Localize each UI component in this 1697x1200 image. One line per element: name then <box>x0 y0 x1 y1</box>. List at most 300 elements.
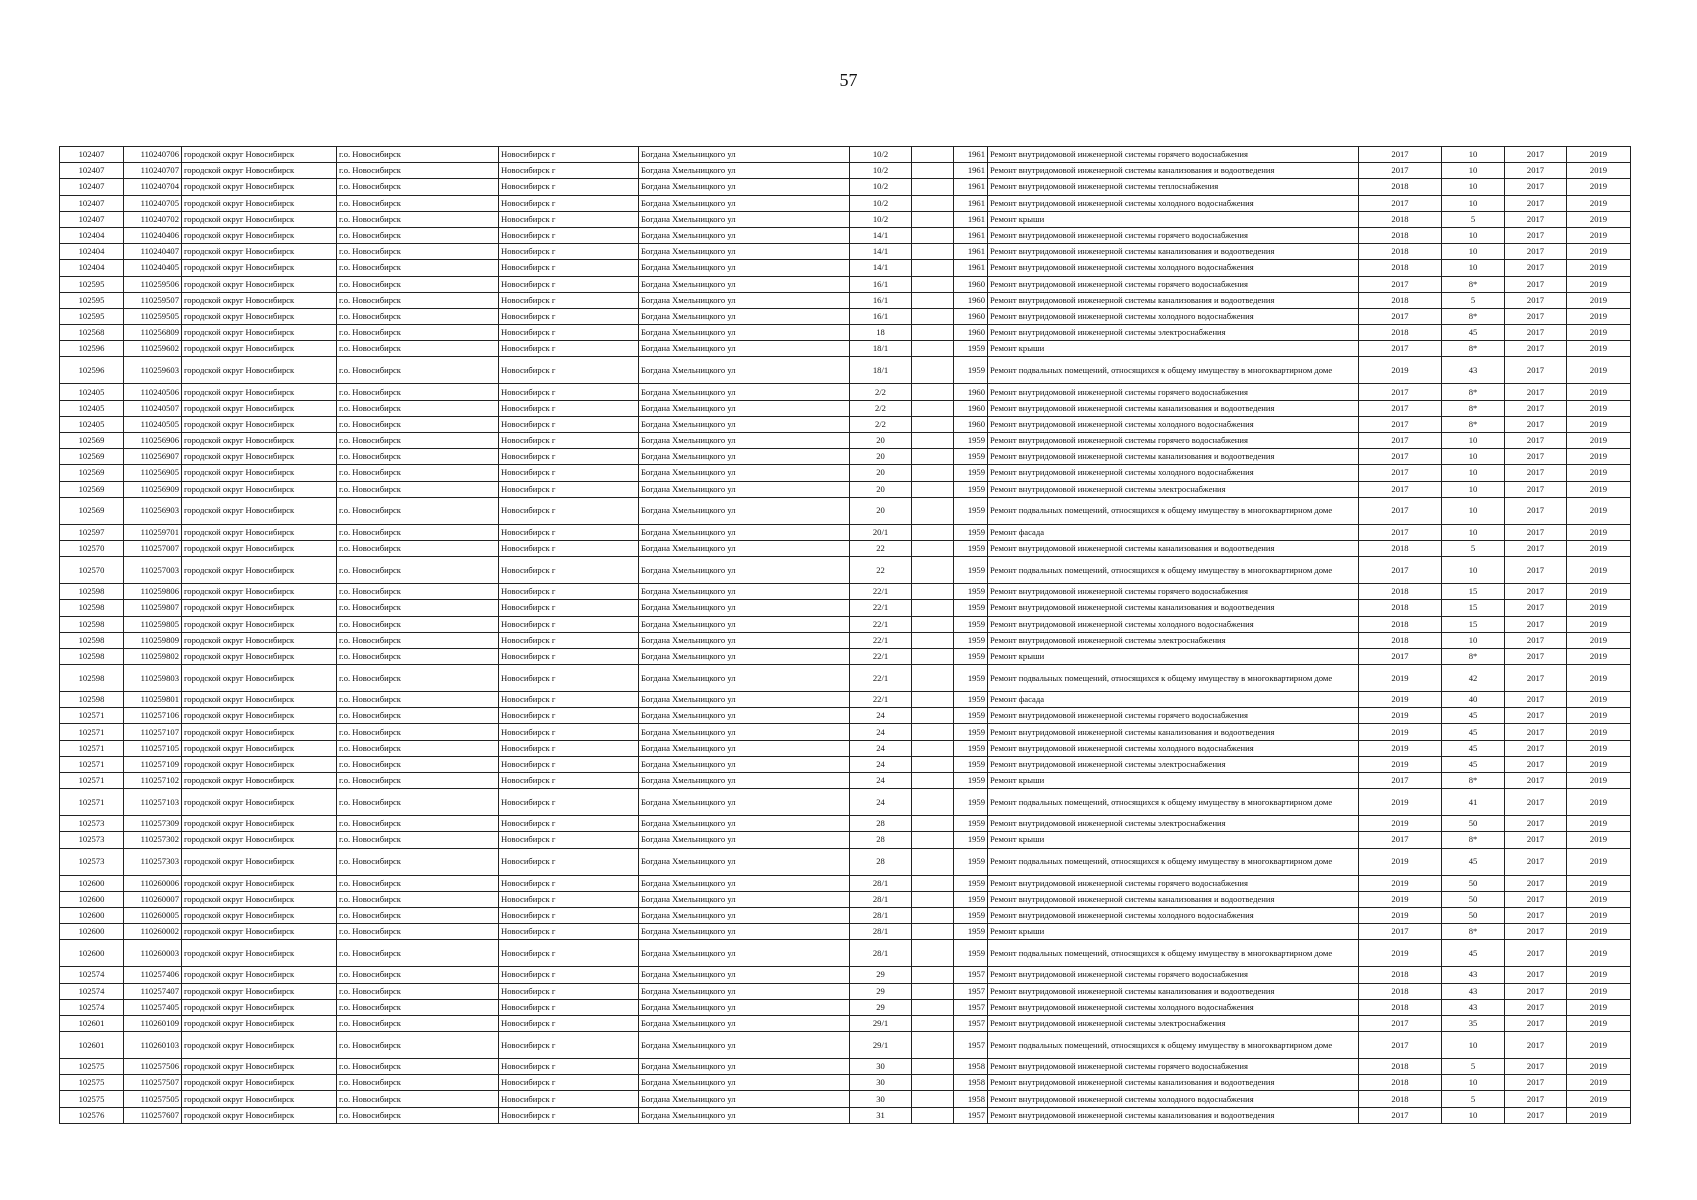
settlement-cell: г.о. Новосибирск <box>337 832 499 848</box>
amount-cell: 10 <box>1442 465 1505 481</box>
table-row <box>60 789 1631 816</box>
house-number-cell: 2/2 <box>850 384 912 400</box>
plan-year-cell: 2018 <box>1359 260 1442 276</box>
amount-cell: 8* <box>1442 308 1505 324</box>
amount-cell: 8* <box>1442 648 1505 664</box>
period-start-cell: 2017 <box>1505 384 1567 400</box>
table-row <box>60 147 1631 163</box>
amount-cell: 10 <box>1442 244 1505 260</box>
period-start-cell: 2017 <box>1505 816 1567 832</box>
amount-cell: 10 <box>1442 433 1505 449</box>
period-end-cell: 2019 <box>1567 789 1631 816</box>
plan-year-cell: 2019 <box>1359 891 1442 907</box>
amount-cell: 45 <box>1442 940 1505 967</box>
street-cell: Богдана Хмельницкого ул <box>639 600 850 616</box>
table-row <box>60 276 1631 292</box>
plan-year-cell: 2017 <box>1359 557 1442 584</box>
house-number-cell: 10/2 <box>850 147 912 163</box>
city-cell: Новосибирск г <box>499 433 639 449</box>
city-cell: Новосибирск г <box>499 400 639 416</box>
street-cell: Богдана Хмельницкого ул <box>639 816 850 832</box>
house-number-cell: 16/1 <box>850 276 912 292</box>
extra-cell <box>912 357 954 384</box>
build-year-cell: 1959 <box>954 557 988 584</box>
house-id: 102570 <box>60 540 124 556</box>
period-start-cell: 2017 <box>1505 708 1567 724</box>
period-start-cell: 2017 <box>1505 163 1567 179</box>
period-end-cell: 2019 <box>1567 557 1631 584</box>
municipality-cell: городской округ Новосибирск <box>182 907 337 923</box>
municipality-cell: городской округ Новосибирск <box>182 292 337 308</box>
extra-cell <box>912 940 954 967</box>
element-id: 110257607 <box>124 1107 182 1123</box>
table-row <box>60 816 1631 832</box>
house-number-cell: 22/1 <box>850 648 912 664</box>
element-id: 110240406 <box>124 227 182 243</box>
plan-year-cell: 2019 <box>1359 665 1442 692</box>
house-id: 102598 <box>60 692 124 708</box>
house-id: 102569 <box>60 449 124 465</box>
house-id: 102571 <box>60 740 124 756</box>
municipality-cell: городской округ Новосибирск <box>182 260 337 276</box>
period-end-cell: 2019 <box>1567 773 1631 789</box>
work-type-cell: Ремонт внутридомовой инженерной системы канализования и водоотведения <box>988 292 1359 308</box>
element-id: 110257406 <box>124 967 182 983</box>
period-start-cell: 2017 <box>1505 924 1567 940</box>
build-year-cell: 1961 <box>954 179 988 195</box>
build-year-cell: 1959 <box>954 449 988 465</box>
plan-year-cell: 2017 <box>1359 416 1442 432</box>
period-end-cell: 2019 <box>1567 163 1631 179</box>
work-type-cell: Ремонт подвальных помещений, относящихся к общему имуществу в многоквартирном доме <box>988 848 1359 875</box>
period-end-cell: 2019 <box>1567 260 1631 276</box>
amount-cell: 10 <box>1442 524 1505 540</box>
house-id: 102598 <box>60 584 124 600</box>
house-number-cell: 2/2 <box>850 416 912 432</box>
amount-cell: 10 <box>1442 557 1505 584</box>
table-row <box>60 832 1631 848</box>
extra-cell <box>912 875 954 891</box>
city-cell: Новосибирск г <box>499 708 639 724</box>
element-id: 110259803 <box>124 665 182 692</box>
settlement-cell: г.о. Новосибирск <box>337 891 499 907</box>
build-year-cell: 1959 <box>954 891 988 907</box>
period-start-cell: 2017 <box>1505 292 1567 308</box>
street-cell: Богдана Хмельницкого ул <box>639 497 850 524</box>
work-type-cell: Ремонт внутридомовой инженерной системы электроснабжения <box>988 325 1359 341</box>
work-type-cell: Ремонт крыши <box>988 924 1359 940</box>
period-end-cell: 2019 <box>1567 1059 1631 1075</box>
house-id: 102600 <box>60 907 124 923</box>
city-cell: Новосибирск г <box>499 384 639 400</box>
plan-year-cell: 2018 <box>1359 179 1442 195</box>
plan-year-cell: 2017 <box>1359 1032 1442 1059</box>
house-number-cell: 10/2 <box>850 211 912 227</box>
table-row <box>60 416 1631 432</box>
city-cell: Новосибирск г <box>499 227 639 243</box>
municipality-cell: городской округ Новосибирск <box>182 163 337 179</box>
plan-year-cell: 2018 <box>1359 227 1442 243</box>
period-start-cell: 2017 <box>1505 724 1567 740</box>
build-year-cell: 1961 <box>954 211 988 227</box>
house-id: 102601 <box>60 1032 124 1059</box>
house-id: 102595 <box>60 276 124 292</box>
house-number-cell: 10/2 <box>850 195 912 211</box>
extra-cell <box>912 211 954 227</box>
build-year-cell: 1959 <box>954 724 988 740</box>
element-id: 110240705 <box>124 195 182 211</box>
plan-year-cell: 2019 <box>1359 357 1442 384</box>
amount-cell: 10 <box>1442 1032 1505 1059</box>
street-cell: Богдана Хмельницкого ул <box>639 616 850 632</box>
element-id: 110259602 <box>124 341 182 357</box>
house-id: 102571 <box>60 724 124 740</box>
period-start-cell: 2017 <box>1505 211 1567 227</box>
settlement-cell: г.о. Новосибирск <box>337 1107 499 1123</box>
street-cell: Богдана Хмельницкого ул <box>639 481 850 497</box>
period-end-cell: 2019 <box>1567 211 1631 227</box>
house-id: 102598 <box>60 665 124 692</box>
house-number-cell: 18/1 <box>850 357 912 384</box>
settlement-cell: г.о. Новосибирск <box>337 1091 499 1107</box>
period-start-cell: 2017 <box>1505 1032 1567 1059</box>
period-start-cell: 2017 <box>1505 524 1567 540</box>
city-cell: Новосибирск г <box>499 1059 639 1075</box>
amount-cell: 45 <box>1442 740 1505 756</box>
municipality-cell: городской округ Новосибирск <box>182 832 337 848</box>
work-type-cell: Ремонт внутридомовой инженерной системы канализования и водоотведения <box>988 540 1359 556</box>
element-id: 110240505 <box>124 416 182 432</box>
plan-year-cell: 2017 <box>1359 924 1442 940</box>
build-year-cell: 1961 <box>954 227 988 243</box>
house-id: 102569 <box>60 465 124 481</box>
settlement-cell: г.о. Новосибирск <box>337 325 499 341</box>
extra-cell <box>912 1107 954 1123</box>
work-type-cell: Ремонт внутридомовой инженерной системы канализования и водоотведения <box>988 400 1359 416</box>
house-id: 102569 <box>60 433 124 449</box>
settlement-cell: г.о. Новосибирск <box>337 384 499 400</box>
settlement-cell: г.о. Новосибирск <box>337 600 499 616</box>
street-cell: Богдана Хмельницкого ул <box>639 692 850 708</box>
city-cell: Новосибирск г <box>499 1075 639 1091</box>
amount-cell: 10 <box>1442 497 1505 524</box>
street-cell: Богдана Хмельницкого ул <box>639 260 850 276</box>
extra-cell <box>912 1091 954 1107</box>
extra-cell <box>912 433 954 449</box>
city-cell: Новосибирск г <box>499 616 639 632</box>
extra-cell <box>912 276 954 292</box>
element-id: 110240506 <box>124 384 182 400</box>
plan-year-cell: 2019 <box>1359 940 1442 967</box>
house-id: 102404 <box>60 227 124 243</box>
settlement-cell: г.о. Новосибирск <box>337 1032 499 1059</box>
house-number-cell: 24 <box>850 708 912 724</box>
period-end-cell: 2019 <box>1567 481 1631 497</box>
house-id: 102571 <box>60 789 124 816</box>
amount-cell: 50 <box>1442 875 1505 891</box>
city-cell: Новосибирск г <box>499 524 639 540</box>
settlement-cell: г.о. Новосибирск <box>337 967 499 983</box>
settlement-cell: г.о. Новосибирск <box>337 616 499 632</box>
settlement-cell: г.о. Новосибирск <box>337 163 499 179</box>
city-cell: Новосибирск г <box>499 481 639 497</box>
municipality-cell: городской округ Новосибирск <box>182 616 337 632</box>
amount-cell: 15 <box>1442 600 1505 616</box>
house-id: 102575 <box>60 1091 124 1107</box>
period-start-cell: 2017 <box>1505 557 1567 584</box>
municipality-cell: городской округ Новосибирск <box>182 1032 337 1059</box>
house-number-cell: 20 <box>850 481 912 497</box>
table-row <box>60 244 1631 260</box>
table-row <box>60 967 1631 983</box>
amount-cell: 10 <box>1442 1107 1505 1123</box>
municipality-cell: городской округ Новосибирск <box>182 999 337 1015</box>
street-cell: Богдана Хмельницкого ул <box>639 924 850 940</box>
municipality-cell: городской округ Новосибирск <box>182 211 337 227</box>
settlement-cell: г.о. Новосибирск <box>337 524 499 540</box>
amount-cell: 10 <box>1442 481 1505 497</box>
settlement-cell: г.о. Новосибирск <box>337 179 499 195</box>
amount-cell: 10 <box>1442 260 1505 276</box>
table-row <box>60 400 1631 416</box>
work-type-cell: Ремонт подвальных помещений, относящихся к общему имуществу в многоквартирном доме <box>988 1032 1359 1059</box>
house-id: 102576 <box>60 1107 124 1123</box>
plan-year-cell: 2019 <box>1359 740 1442 756</box>
extra-cell <box>912 227 954 243</box>
municipality-cell: городской округ Новосибирск <box>182 967 337 983</box>
extra-cell <box>912 195 954 211</box>
settlement-cell: г.о. Новосибирск <box>337 227 499 243</box>
table-row <box>60 465 1631 481</box>
municipality-cell: городской округ Новосибирск <box>182 983 337 999</box>
work-type-cell: Ремонт внутридомовой инженерной системы канализования и водоотведения <box>988 983 1359 999</box>
extra-cell <box>912 325 954 341</box>
street-cell: Богдана Хмельницкого ул <box>639 891 850 907</box>
period-start-cell: 2017 <box>1505 260 1567 276</box>
build-year-cell: 1959 <box>954 692 988 708</box>
settlement-cell: г.о. Новосибирск <box>337 999 499 1015</box>
house-id: 102407 <box>60 195 124 211</box>
city-cell: Новосибирск г <box>499 907 639 923</box>
plan-year-cell: 2017 <box>1359 497 1442 524</box>
settlement-cell: г.о. Новосибирск <box>337 1015 499 1031</box>
table-row <box>60 999 1631 1015</box>
house-number-cell: 29 <box>850 999 912 1015</box>
house-id: 102595 <box>60 308 124 324</box>
municipality-cell: городской округ Новосибирск <box>182 1059 337 1075</box>
house-id: 102404 <box>60 260 124 276</box>
city-cell: Новосибирск г <box>499 211 639 227</box>
house-number-cell: 22/1 <box>850 632 912 648</box>
house-number-cell: 10/2 <box>850 179 912 195</box>
settlement-cell: г.о. Новосибирск <box>337 816 499 832</box>
period-end-cell: 2019 <box>1567 497 1631 524</box>
house-id: 102597 <box>60 524 124 540</box>
work-type-cell: Ремонт внутридомовой инженерной системы холодного водоснабжения <box>988 616 1359 632</box>
period-start-cell: 2017 <box>1505 999 1567 1015</box>
amount-cell: 45 <box>1442 325 1505 341</box>
municipality-cell: городской округ Новосибирск <box>182 692 337 708</box>
street-cell: Богдана Хмельницкого ул <box>639 1032 850 1059</box>
amount-cell: 15 <box>1442 584 1505 600</box>
extra-cell <box>912 665 954 692</box>
city-cell: Новосибирск г <box>499 848 639 875</box>
element-id: 110259603 <box>124 357 182 384</box>
settlement-cell: г.о. Новосибирск <box>337 433 499 449</box>
build-year-cell: 1959 <box>954 433 988 449</box>
house-id: 102575 <box>60 1059 124 1075</box>
extra-cell <box>912 724 954 740</box>
period-end-cell: 2019 <box>1567 708 1631 724</box>
plan-year-cell: 2018 <box>1359 967 1442 983</box>
table-row <box>60 756 1631 772</box>
city-cell: Новосибирск г <box>499 584 639 600</box>
amount-cell: 10 <box>1442 179 1505 195</box>
period-start-cell: 2017 <box>1505 276 1567 292</box>
table-row <box>60 740 1631 756</box>
amount-cell: 8* <box>1442 416 1505 432</box>
element-id: 110257507 <box>124 1075 182 1091</box>
municipality-cell: городской округ Новосибирск <box>182 789 337 816</box>
period-start-cell: 2017 <box>1505 227 1567 243</box>
plan-year-cell: 2018 <box>1359 600 1442 616</box>
municipality-cell: городской округ Новосибирск <box>182 1091 337 1107</box>
plan-year-cell: 2019 <box>1359 907 1442 923</box>
period-end-cell: 2019 <box>1567 1107 1631 1123</box>
build-year-cell: 1959 <box>954 465 988 481</box>
extra-cell <box>912 1059 954 1075</box>
work-type-cell: Ремонт внутридомовой инженерной системы горячего водоснабжения <box>988 276 1359 292</box>
city-cell: Новосибирск г <box>499 195 639 211</box>
table-row <box>60 524 1631 540</box>
period-end-cell: 2019 <box>1567 816 1631 832</box>
municipality-cell: городской округ Новосибирск <box>182 648 337 664</box>
work-type-cell: Ремонт внутридомовой инженерной системы канализования и водоотведения <box>988 600 1359 616</box>
element-id: 110256909 <box>124 481 182 497</box>
period-end-cell: 2019 <box>1567 1032 1631 1059</box>
amount-cell: 15 <box>1442 616 1505 632</box>
period-end-cell: 2019 <box>1567 1075 1631 1091</box>
period-end-cell: 2019 <box>1567 416 1631 432</box>
municipality-cell: городской округ Новосибирск <box>182 325 337 341</box>
municipality-cell: городской округ Новосибирск <box>182 924 337 940</box>
city-cell: Новосибирск г <box>499 357 639 384</box>
period-end-cell: 2019 <box>1567 400 1631 416</box>
extra-cell <box>912 400 954 416</box>
extra-cell <box>912 584 954 600</box>
period-end-cell: 2019 <box>1567 600 1631 616</box>
table-row <box>60 308 1631 324</box>
period-start-cell: 2017 <box>1505 497 1567 524</box>
element-id: 110257003 <box>124 557 182 584</box>
house-id: 102568 <box>60 325 124 341</box>
municipality-cell: городской округ Новосибирск <box>182 449 337 465</box>
city-cell: Новосибирск г <box>499 875 639 891</box>
plan-year-cell: 2017 <box>1359 465 1442 481</box>
period-end-cell: 2019 <box>1567 724 1631 740</box>
house-number-cell: 2/2 <box>850 400 912 416</box>
plan-year-cell: 2018 <box>1359 211 1442 227</box>
build-year-cell: 1959 <box>954 341 988 357</box>
plan-year-cell: 2019 <box>1359 708 1442 724</box>
build-year-cell: 1959 <box>954 816 988 832</box>
extra-cell <box>912 907 954 923</box>
period-end-cell: 2019 <box>1567 147 1631 163</box>
municipality-cell: городской округ Новосибирск <box>182 276 337 292</box>
city-cell: Новосибирск г <box>499 260 639 276</box>
period-start-cell: 2017 <box>1505 665 1567 692</box>
table-row <box>60 179 1631 195</box>
work-type-cell: Ремонт внутридомовой инженерной системы горячего водоснабжения <box>988 433 1359 449</box>
element-id: 110257309 <box>124 816 182 832</box>
house-number-cell: 22/1 <box>850 600 912 616</box>
table-row <box>60 584 1631 600</box>
build-year-cell: 1959 <box>954 584 988 600</box>
house-number-cell: 24 <box>850 724 912 740</box>
table-row <box>60 891 1631 907</box>
period-end-cell: 2019 <box>1567 648 1631 664</box>
period-end-cell: 2019 <box>1567 756 1631 772</box>
house-number-cell: 24 <box>850 773 912 789</box>
element-id: 110257303 <box>124 848 182 875</box>
street-cell: Богдана Хмельницкого ул <box>639 211 850 227</box>
element-id: 110259701 <box>124 524 182 540</box>
table-row <box>60 940 1631 967</box>
house-number-cell: 20/1 <box>850 524 912 540</box>
work-type-cell: Ремонт внутридомовой инженерной системы канализования и водоотведения <box>988 163 1359 179</box>
amount-cell: 10 <box>1442 147 1505 163</box>
table-body <box>60 147 1631 1124</box>
extra-cell <box>912 600 954 616</box>
extra-cell <box>912 1075 954 1091</box>
element-id: 110257302 <box>124 832 182 848</box>
street-cell: Богдана Хмельницкого ул <box>639 244 850 260</box>
plan-year-cell: 2018 <box>1359 1059 1442 1075</box>
house-number-cell: 28/1 <box>850 940 912 967</box>
element-id: 110259507 <box>124 292 182 308</box>
element-id: 110260002 <box>124 924 182 940</box>
city-cell: Новосибирск г <box>499 832 639 848</box>
build-year-cell: 1957 <box>954 1107 988 1123</box>
build-year-cell: 1959 <box>954 708 988 724</box>
municipality-cell: городской округ Новосибирск <box>182 524 337 540</box>
period-end-cell: 2019 <box>1567 276 1631 292</box>
city-cell: Новосибирск г <box>499 465 639 481</box>
municipality-cell: городской округ Новосибирск <box>182 179 337 195</box>
build-year-cell: 1957 <box>954 999 988 1015</box>
plan-year-cell: 2018 <box>1359 999 1442 1015</box>
plan-year-cell: 2019 <box>1359 756 1442 772</box>
house-id: 102570 <box>60 557 124 584</box>
build-year-cell: 1959 <box>954 357 988 384</box>
municipality-cell: городской округ Новосибирск <box>182 848 337 875</box>
extra-cell <box>912 163 954 179</box>
extra-cell <box>912 756 954 772</box>
period-start-cell: 2017 <box>1505 848 1567 875</box>
house-id: 102407 <box>60 147 124 163</box>
build-year-cell: 1957 <box>954 1015 988 1031</box>
work-type-cell: Ремонт фасада <box>988 692 1359 708</box>
house-number-cell: 22/1 <box>850 584 912 600</box>
house-number-cell: 30 <box>850 1075 912 1091</box>
period-end-cell: 2019 <box>1567 940 1631 967</box>
work-type-cell: Ремонт подвальных помещений, относящихся к общему имуществу в многоквартирном доме <box>988 789 1359 816</box>
period-end-cell: 2019 <box>1567 308 1631 324</box>
municipality-cell: городской округ Новосибирск <box>182 227 337 243</box>
amount-cell: 35 <box>1442 1015 1505 1031</box>
element-id: 110240702 <box>124 211 182 227</box>
element-id: 110256903 <box>124 497 182 524</box>
